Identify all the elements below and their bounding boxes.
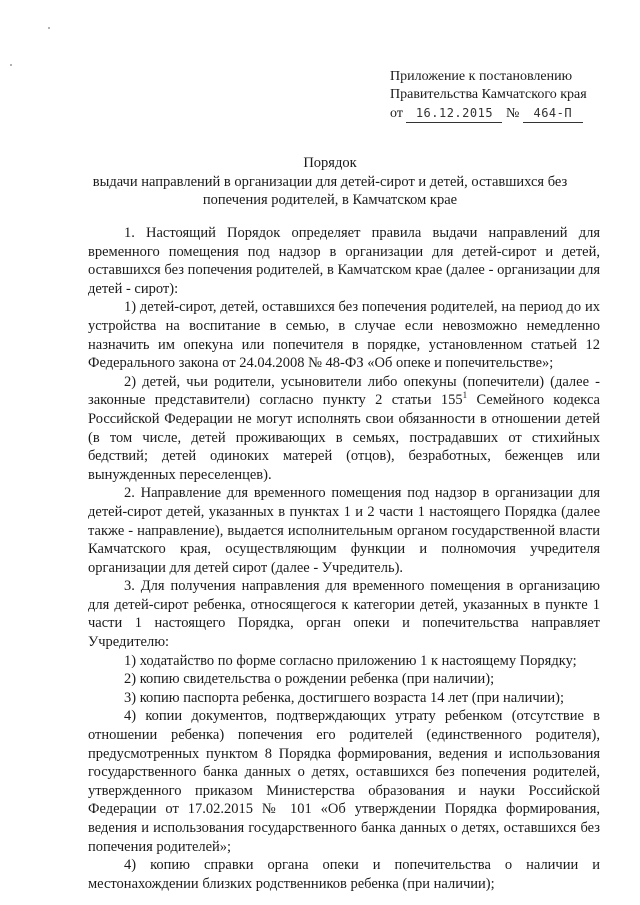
paragraph-3: 3. Для получения направления для временного помещения в организацию для детей-сирот ребенка, относящегося к категории детей, указанных в пункте 1 части 1 настоящего Порядка, орган опеки и попечительства направляет Учредителю: <box>88 578 600 651</box>
paragraph-2: 2. Направление для временного помещения под надзор в организации для детей-сирот детей, указанных в пунктах 1 и 2 части 1 настоящего Порядка (далее также - направление), выдается исполнительным органом государственной власти Камчатского края, осуществляющим функции и полномочия учредителя организации для детей сирот (далее - Учредитель). <box>88 485 600 576</box>
paragraph-1: 1. Настоящий Порядок определяет правила выдачи направлений для временного помещения под надзор в организации для детей-сирот и детей, оставшихся без попечения родителей, в Камчатском крае (далее - организации для детей - сирот): <box>88 225 600 297</box>
paragraph-1-item-1: 1) детей-сирот, детей, оставшихся без попечения родителей, на период до их устройства на воспитание в семью, в случае если невозможно немедленно назначить им опекуна или попечителя в порядке, установленном статьей 12 Федерального закона от 24.04.2008 № 48-ФЗ «Об опеке и попечительстве»; <box>88 299 600 372</box>
annex-header <box>390 68 587 123</box>
title-line-2: выдачи направлений в организации для детей-сирот и детей, оставшихся без <box>92 173 568 190</box>
paragraph-3-item-3: 3) копию паспорта ребенка, достигшего возраста 14 лет (при наличии); <box>124 689 565 706</box>
paragraph-3-item-2: 2) копию свидетельства о рождении ребенка (при наличии); <box>124 671 495 688</box>
article-superscript: 1 <box>462 390 468 401</box>
document-body <box>88 224 600 893</box>
annex-line-1: Приложение к постановлению <box>390 69 573 84</box>
annex-number-label: № <box>505 106 520 121</box>
annex-line-2: Правительства Камчатского края <box>390 87 587 102</box>
annex-date: 16.12.2015 <box>406 104 502 123</box>
annex-number: 464-П <box>523 104 583 123</box>
paragraph-1-item-2 <box>88 373 600 485</box>
paragraph-3-item-4: 4) копии документов, подтверждающих утрату ребенком (отсутствие в отношении ребенка) попечения его родителей (единственного родителя), предусмотренных пунктом 8 Порядка формирования, ведения и использования государственного банка данных о детях, оставшихся без попечения родителей, утвержденного приказом Министерства образования и науки Российской Федерации от 17.02.2015 № 101 «Об утверждении Порядка формирования, ведения и использования государственного банка данных о детях, оставшихся без попечения родителей»; <box>88 708 600 855</box>
paragraph-1-item-2-part-b: Семейного кодекса Российской Федерации не могут исполнять свои обязанности в отношении детей (в том числе, детей проживающих в семьях, пострадавших от стихийных бедствий; детей одиноких матерей (отцов), безработных, беженцев или вынужденных переселенцев). <box>88 392 600 483</box>
title-line-3: попечения родителей, в Камчатском крае <box>202 192 458 208</box>
paragraph-3-item-5: 4) копию справки органа опеки и попечительства о наличии и местонахождении близких родственников ребенка (при наличии); <box>88 857 600 892</box>
scan-speck <box>10 64 12 66</box>
scan-speck <box>48 27 50 29</box>
document-title <box>80 154 580 210</box>
title-line-1: Порядок <box>303 155 357 171</box>
annex-line-3 <box>390 104 587 123</box>
paragraph-3-item-1: 1) ходатайство по форме согласно приложению 1 к настоящему Порядку; <box>124 652 577 669</box>
annex-from-label: от <box>390 106 403 121</box>
paragraph-1-item-2-part-a: 2) детей, чьи родители, усыновители либо опекуны (попечители) (далее - законные представители) согласно пункту 2 статьи 155 <box>88 373 600 409</box>
